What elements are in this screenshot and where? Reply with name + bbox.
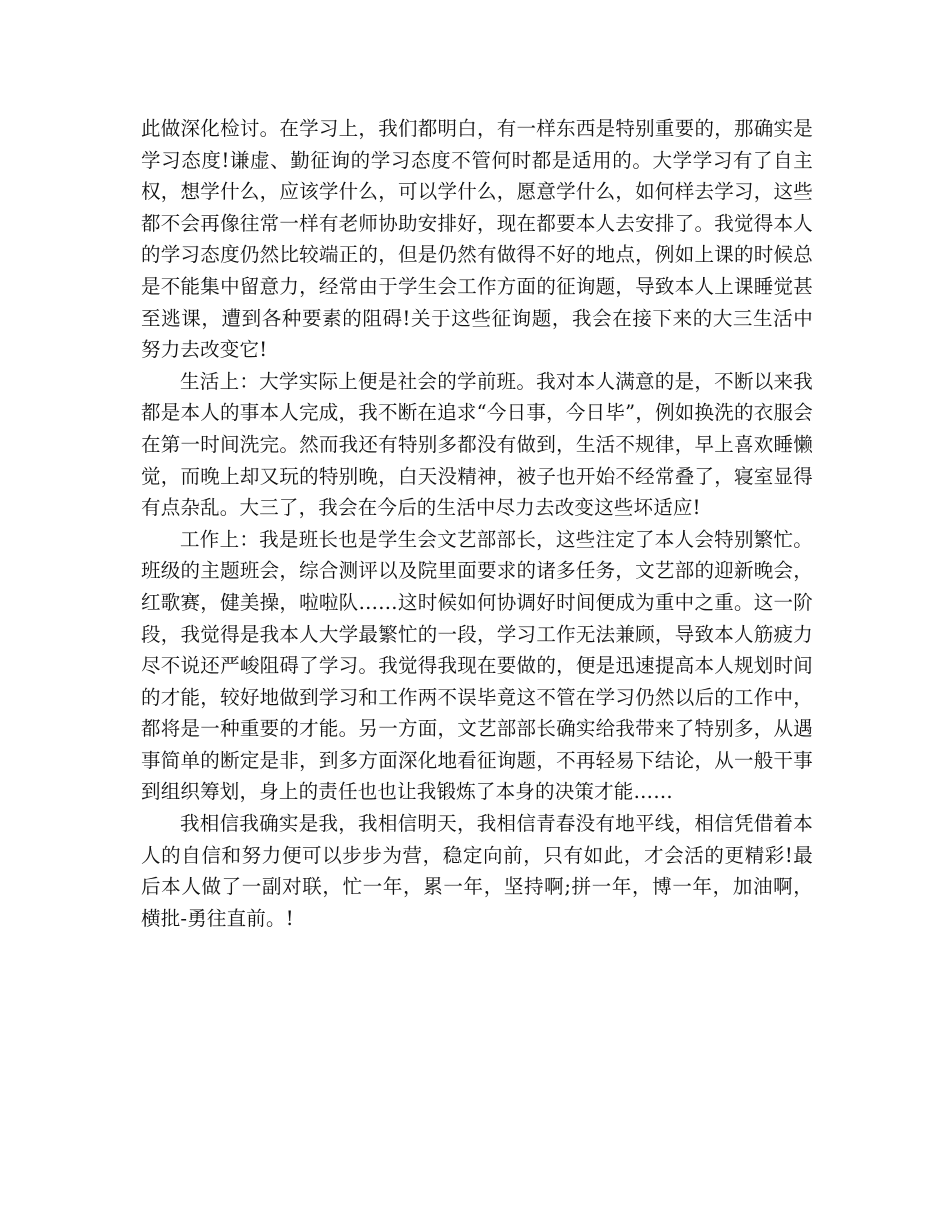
paragraph-conclusion: 我相信我确实是我，我相信明天，我相信青春没有地平线，相信凭借着本人的自信和努力便可以步步为营，稳定向前，只有如此，才会活的更精彩!最后本人做了一副对联，忙一年，累一年，坚持啊;拼一年，博一年，加油啊，横批-勇往直前。! bbox=[141, 812, 813, 930]
document-body bbox=[141, 113, 813, 934]
paragraph-work: 工作上：我是班长也是学生会文艺部部长，这些注定了本人会特别繁忙。班级的主题班会，综合测评以及院里面要求的诸多任务，文艺部的迎新晚会，红歌赛，健美操，啦啦队……这时候如何协调好时间便成为重中之重。这一阶段，我觉得是我本人大学最繁忙的一段，学习工作无法兼顾，导致本人筋疲力尽不说还严峻阻碍了学习。我觉得我现在要做的，便是迅速提高本人规划时间的才能，较好地做到学习和工作两不误毕竟这不管在学习仍然以后的工作中，都将是一种重要的才能。另一方面，文艺部部长确实给我带来了特别多，从遇事简单的断定是非，到多方面深化地看征询题，不再轻易下结论，从一般干事到组织筹划，身上的责任也也让我锻炼了本身的决策才能…… bbox=[141, 527, 813, 804]
paragraph-study: 此做深化检讨。在学习上，我们都明白，有一样东西是特别重要的，那确实是学习态度!谦虚、勤征询的学习态度不管何时都是适用的。大学学习有了自主权，想学什么，应该学什么，可以学什么，愿意学什么，如何样去学习，这些都不会再像往常一样有老师协助安排好，现在都要本人去安排了。我觉得本人的学习态度仍然比较端正的，但是仍然有做得不好的地点，例如上课的时候总是不能集中留意力，经常由于学生会工作方面的征询题，导致本人上课睡觉甚至逃课，遭到各种要素的阻碍!关于这些征询题，我会在接下来的大三生活中努力去改变它! bbox=[141, 117, 813, 362]
paragraph-life: 生活上：大学实际上便是社会的学前班。我对本人满意的是，不断以来我都是本人的事本人完成，我不断在追求“今日事，今日毕”，例如换洗的衣服会在第一时间洗完。然而我还有特别多都没有做到，生活不规律，早上喜欢睡懒觉，而晚上却又玩的特别晚，白天没精神，被子也开始不经常叠了，寝室显得有点杂乱。大三了，我会在今后的生活中尽力去改变这些坏适应! bbox=[141, 369, 813, 520]
